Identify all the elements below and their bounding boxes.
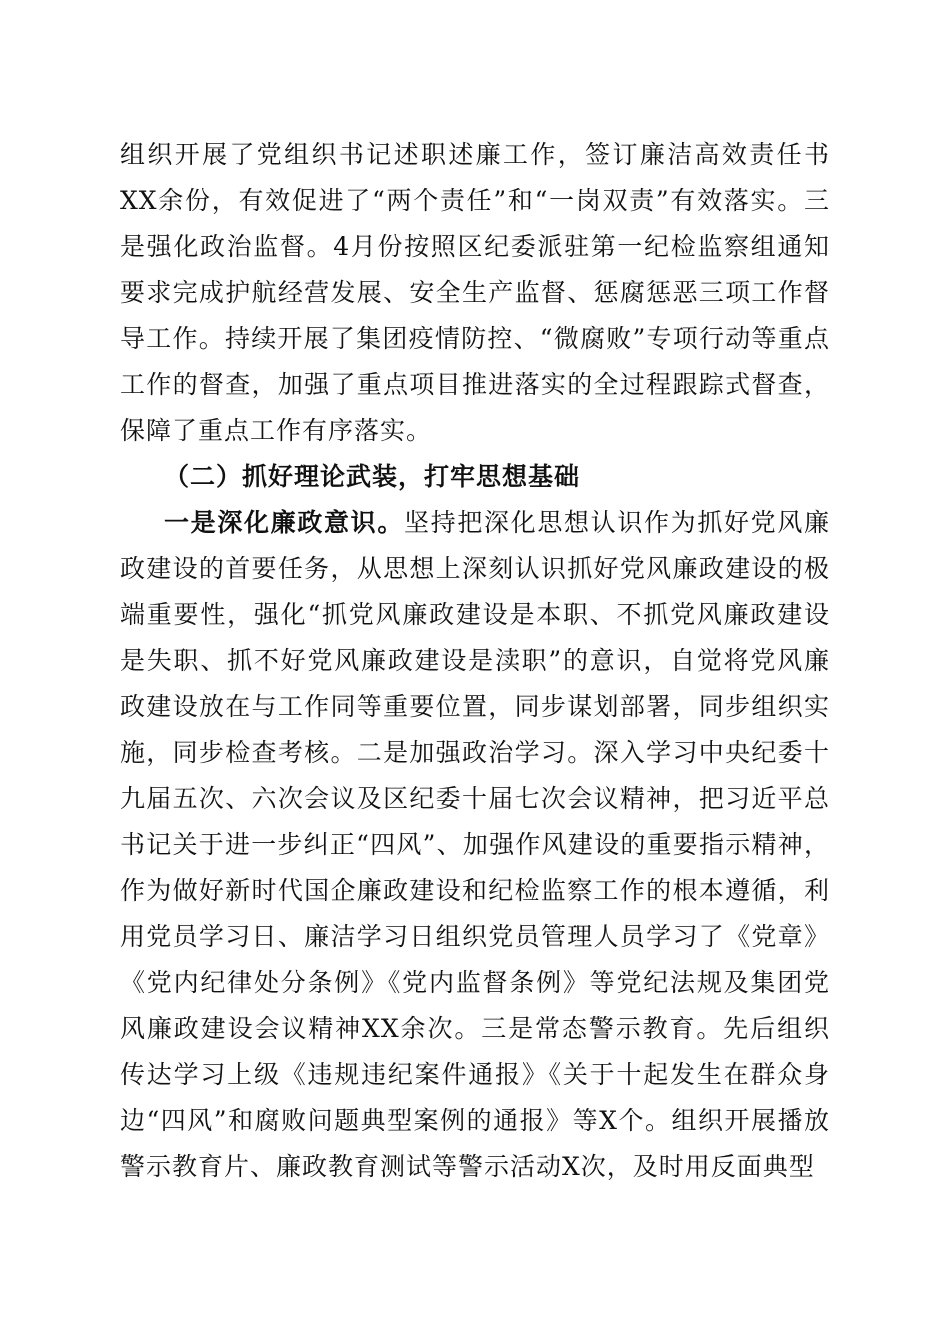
paragraph-continuation: 组织开展了党组织书记述职述廉工作，签订廉洁高效责任书XX余份，有效促进了“两个责任”和“一岗双责”有效落实。三是强化政治监督。4月份按照区纪委派驻第一纪检监察组通知要求完成护航经营发展、安全生产监督、惩腐惩恶三项工作督导工作。持续开展了集团疫情防控、“微腐败”专项行动等重点工作的督查，加强了重点项目推进落实的全过程跟踪式督查，保障了重点工作有序落实。: [120, 140, 830, 445]
section-heading: （二）抓好理论武装，打牢思想基础: [164, 462, 581, 491]
paragraph-deepen-integrity: [120, 500, 830, 1190]
paragraph-body: 坚持把深化思想认识作为抓好党风廉政建设的首要任务，从思想上深刻认识抓好党风廉政建设的极端重要性，强化“抓党风廉政建设是本职、不抓党风廉政建设是失职、抓不好党风廉政建设是渎职”的意识，自觉将党风廉政建设放在与工作同等重要位置，同步谋划部署，同步组织实施，同步检查考核。二是加强政治学习。深入学习中央纪委十九届五次、六次会议及区纪委十届七次会议精神，把习近平总书记关于进一步纠正“四风”、加强作风建设的重要指示精神，作为做好新时代国企廉政建设和纪检监察工作的根本遵循，利用党员学习日、廉洁学习日组织党员管理人员学习了《党章》《党内纪律处分条例》《党内监督条例》等党纪法规及集团党风廉政建设会议精神XX余次。三是常态警示教育。先后组织传达学习上级《违规违纪案件通报》《关于十起发生在群众身边“四风”和腐败问题典型案例的通报》等X个。组织开展播放警示教育片、廉政教育测试等警示活动X次，及时用反面典型: [120, 508, 830, 1181]
document-body: [120, 132, 830, 1190]
paragraph-lead: 一是深化廉政意识。: [164, 508, 404, 537]
